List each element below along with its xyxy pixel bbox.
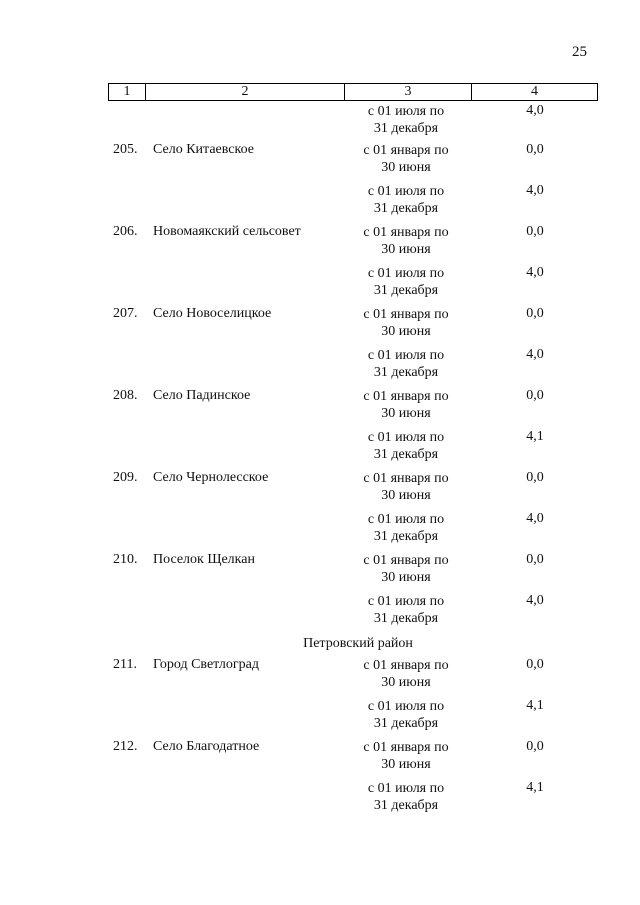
period-line-2: 30 июня: [381, 324, 431, 339]
period-line-2: 31 декабря: [373, 365, 439, 380]
rate-value: 0,0: [526, 306, 544, 321]
period-line-1: с 01 июля по: [367, 104, 445, 119]
settlement-name: Село Падинское: [153, 388, 251, 403]
period-line-2: 31 декабря: [373, 201, 439, 216]
table-row: [0, 429, 640, 470]
period-cell: [345, 739, 467, 773]
period-line-2: 30 июня: [381, 406, 431, 421]
period-line-1: с 01 января по: [363, 471, 449, 486]
period-line-1: с 01 июля по: [367, 348, 445, 363]
table-row: [0, 306, 640, 347]
table-row: [0, 470, 640, 511]
table-row: [0, 101, 640, 142]
period-cell: [345, 780, 467, 814]
row-number: 211.: [113, 657, 137, 672]
period-line-1: с 01 января по: [363, 143, 449, 158]
rate-value: 4,1: [526, 698, 544, 713]
rate-value: 0,0: [526, 470, 544, 485]
region-title: Петровский район: [303, 636, 413, 651]
period-cell: [345, 657, 467, 691]
period-line-2: 30 июня: [381, 160, 431, 175]
row-number: 205.: [113, 142, 138, 157]
period-line-2: 30 июня: [381, 570, 431, 585]
period-cell: [345, 347, 467, 381]
rate-value: 0,0: [526, 224, 544, 239]
table-row: [0, 388, 640, 429]
table-row: [0, 224, 640, 265]
period-cell: [345, 306, 467, 340]
period-line-2: 31 декабря: [373, 121, 439, 136]
period-line-1: с 01 января по: [363, 307, 449, 322]
rate-value: 4,0: [526, 593, 544, 608]
table-row: [0, 511, 640, 552]
table-row: [0, 739, 640, 780]
period-cell: [345, 388, 467, 422]
table-row: [0, 265, 640, 306]
period-line-2: 31 декабря: [373, 283, 439, 298]
period-line-1: с 01 января по: [363, 389, 449, 404]
period-line-1: с 01 июля по: [367, 781, 445, 796]
row-number: 206.: [113, 224, 138, 239]
period-cell: [345, 552, 467, 586]
page-number: 25: [572, 44, 587, 60]
period-cell: [345, 429, 467, 463]
period-line-2: 31 декабря: [373, 529, 439, 544]
row-number: 210.: [113, 552, 138, 567]
period-line-2: 31 декабря: [373, 798, 439, 813]
column-header-table: [108, 83, 598, 101]
table-row: [0, 183, 640, 224]
period-cell: [345, 103, 467, 137]
period-cell: [345, 224, 467, 258]
period-line-2: 31 декабря: [373, 716, 439, 731]
settlement-name: Село Китаевское: [153, 142, 254, 157]
rate-value: 4,0: [526, 183, 544, 198]
period-line-2: 31 декабря: [373, 611, 439, 626]
table-row: [0, 347, 640, 388]
settlement-name: Город Светлоград: [153, 657, 259, 672]
column-header-4: 4: [472, 84, 598, 101]
table-row: [0, 552, 640, 593]
table-row: [0, 698, 640, 739]
row-number: 207.: [113, 306, 138, 321]
period-line-2: 30 июня: [381, 757, 431, 772]
region-heading-row: [0, 634, 640, 657]
settlement-name: Поселок Щелкан: [153, 552, 255, 567]
rate-value: 0,0: [526, 388, 544, 403]
period-line-2: 30 июня: [381, 242, 431, 257]
period-line-2: 30 июня: [381, 675, 431, 690]
column-header-1: 1: [109, 84, 146, 101]
period-cell: [345, 183, 467, 217]
period-cell: [345, 470, 467, 504]
rate-value: 0,0: [526, 142, 544, 157]
rate-value: 4,0: [526, 103, 544, 118]
period-line-1: с 01 июля по: [367, 699, 445, 714]
settlement-name: Село Чернолесское: [153, 470, 269, 485]
rate-value: 4,1: [526, 780, 544, 795]
settlement-name: Новомаякский сельсовет: [153, 224, 301, 239]
period-cell: [345, 142, 467, 176]
column-header-2: 2: [146, 84, 345, 101]
rate-value: 4,0: [526, 347, 544, 362]
period-cell: [345, 265, 467, 299]
period-line-1: с 01 июля по: [367, 512, 445, 527]
settlement-name: Село Благодатное: [153, 739, 260, 754]
row-number: 208.: [113, 388, 138, 403]
rate-value: 0,0: [526, 552, 544, 567]
table-body: [0, 101, 640, 821]
table-row: [0, 780, 640, 821]
row-number: 209.: [113, 470, 138, 485]
table-row: [0, 142, 640, 183]
period-line-1: с 01 января по: [363, 658, 449, 673]
period-line-2: 31 декабря: [373, 447, 439, 462]
period-cell: [345, 698, 467, 732]
rate-value: 0,0: [526, 657, 544, 672]
period-line-2: 30 июня: [381, 488, 431, 503]
period-line-1: с 01 января по: [363, 740, 449, 755]
period-cell: [345, 593, 467, 627]
period-cell: [345, 511, 467, 545]
rate-value: 4,0: [526, 511, 544, 526]
period-line-1: с 01 января по: [363, 553, 449, 568]
rate-value: 4,1: [526, 429, 544, 444]
period-line-1: с 01 июля по: [367, 266, 445, 281]
table-row: [0, 593, 640, 634]
rate-value: 4,0: [526, 265, 544, 280]
row-number: 212.: [113, 739, 138, 754]
rate-value: 0,0: [526, 739, 544, 754]
column-header-3: 3: [345, 84, 472, 101]
period-line-1: с 01 июля по: [367, 184, 445, 199]
table-row: [0, 657, 640, 698]
period-line-1: с 01 января по: [363, 225, 449, 240]
period-line-1: с 01 июля по: [367, 430, 445, 445]
settlement-name: Село Новоселицкое: [153, 306, 272, 321]
period-line-1: с 01 июля по: [367, 594, 445, 609]
